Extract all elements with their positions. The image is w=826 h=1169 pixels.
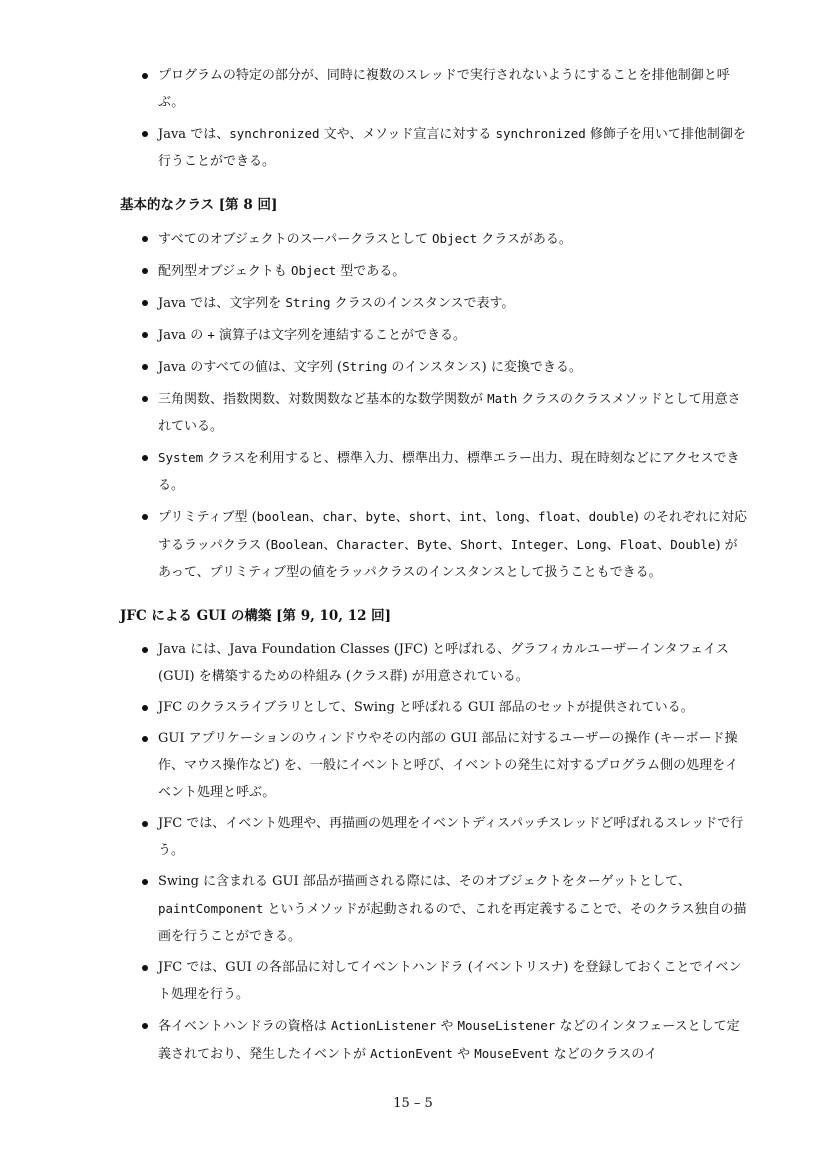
code-token: byte [365, 509, 396, 524]
code-token: int [459, 509, 482, 524]
text-segment: 、 [309, 510, 323, 525]
text-segment: 、 [404, 538, 418, 553]
text-segment: というメソッドが起動されるので、これを再定義することで、そのクラス独自の描画を行うことができる。 [158, 902, 747, 944]
text-segment: 、 [524, 510, 538, 525]
text-segment: 配列型オブジェクトも [158, 264, 291, 279]
list-item [120, 503, 750, 586]
text-segment: Java の [158, 328, 208, 343]
bullet-icon [142, 364, 148, 370]
text-segment: クラスを利用すると、標準入力、標準出力、標準エラー出力、現在時刻などにアクセスできる。 [158, 451, 740, 493]
text-segment: 、 [395, 510, 409, 525]
code-token: Object [432, 231, 478, 246]
text-segment: プリミティブ型 ( [158, 510, 257, 525]
code-token: Byte [417, 537, 448, 552]
code-token: synchronized [229, 126, 320, 141]
bullet-icon [142, 647, 148, 653]
text-segment: 、 [497, 538, 511, 553]
text-segment: 、 [447, 538, 461, 553]
bullet-icon [142, 268, 148, 274]
bullet-icon [142, 396, 148, 402]
text-segment: JFC のクラスライブラリとして、Swing と呼ばれる GUI 部品のセットが提供されている。 [158, 700, 694, 715]
code-token: Object [290, 263, 337, 278]
text-segment: 文や、メソッド宣言に対する [319, 127, 496, 142]
bullet-icon [142, 300, 148, 306]
bullet-icon [142, 131, 148, 137]
list-item [120, 385, 750, 440]
text-segment: JFC では、イベント処理や、再描画の処理をイベントディスパッチスレッドど呼ばれるスレッドで行う。 [158, 816, 744, 858]
text-segment: Java には、Java Foundation Classes (JFC) と呼ばれる、グラフィカルユーザーインタフェイス (GUI) を構築するための枠組み (クラス群) が用意されている。 [158, 642, 729, 684]
text-segment: Swing に含まれる GUI 部品が描画される際には、そのオブジェクトをターゲットとして、 [158, 874, 691, 889]
text-segment: Java では、文字列を [158, 296, 286, 311]
bullet-icon [142, 965, 148, 971]
text-segment: 、 [446, 510, 460, 525]
list-item [120, 636, 750, 690]
bullet-icon [142, 1023, 148, 1029]
code-token: char [322, 509, 353, 524]
text-segment: ) のそれぞれに対応するラッパクラス ( [158, 510, 748, 553]
code-token: short [408, 509, 447, 524]
list-item [120, 257, 750, 285]
list-item [120, 810, 750, 864]
bullet-list [120, 62, 750, 175]
bullet-list [120, 225, 750, 586]
code-token: Short [460, 537, 498, 552]
text-segment: GUI アプリケーションのウィンドウやその内部の GUI 部品に対するユーザーの操作 (キーボード操作、マウス操作など) を、一般にイベントと呼び、イベントの発生に対するプログラム側の処理をイベント処理と呼ぶ。 [158, 731, 739, 800]
text-segment: Java のすべての値は、文字列 ( [158, 360, 343, 375]
text-segment: 、 [481, 510, 495, 525]
list-item [120, 289, 750, 317]
text-segment: Java では、 [158, 127, 230, 142]
code-token: + [207, 327, 215, 342]
text-segment: JFC では、GUI の各部品に対してイベントハンドラ (イベントリスナ) を登録しておくことでイベント処理を行う。 [158, 960, 742, 1002]
bullet-icon [142, 514, 148, 520]
code-token: Float [619, 537, 658, 552]
code-token: float [537, 509, 576, 524]
text-segment: ) があって、プリミティブ型の値をラッパクラスのインスタンスとして扱うこともできる。 [158, 538, 738, 580]
bullet-icon [142, 821, 148, 827]
text-segment: 、 [657, 538, 671, 553]
text-segment: 各イベントハンドラの資格は [158, 1019, 331, 1034]
bullet-list [120, 636, 750, 1068]
text-segment: クラスのインスタンスで表す。 [330, 296, 515, 311]
code-token: MouseListener [457, 1018, 556, 1033]
list-item [120, 444, 750, 499]
code-token: Math [487, 391, 518, 406]
text-segment: クラスがある。 [477, 232, 572, 247]
bullet-icon [142, 73, 148, 79]
list-item [120, 321, 750, 349]
code-token: Boolean [270, 537, 324, 552]
text-segment: 修飾子を用いて排他制御を行うことができる。 [158, 127, 746, 169]
text-segment: プログラムの特定の部分が、同時に複数のスレッドで実行されないようにすることを排他制御と呼ぶ。 [158, 68, 730, 110]
bullet-icon [142, 705, 148, 711]
page-number: 15 – 5 [393, 1096, 433, 1111]
section-heading: JFC による GUI の構築 [第 9, 10, 12 回] [120, 608, 392, 624]
list-item [120, 725, 750, 806]
text-segment: 、 [606, 538, 620, 553]
text-segment: 演算子は文字列を連結することができる。 [214, 328, 466, 343]
text-segment: や [436, 1019, 458, 1034]
text-segment: 三角関数、指数関数、対数関数など基本的な数学関数が [158, 392, 488, 407]
list-item [120, 120, 750, 175]
code-token: ActionListener [330, 1018, 437, 1033]
code-token: synchronized [495, 126, 586, 141]
code-token: Long [576, 537, 607, 552]
bullet-icon [142, 332, 148, 338]
list-item [120, 225, 750, 253]
list-item [120, 694, 750, 721]
text-segment: 、 [352, 510, 366, 525]
code-token: double [588, 509, 634, 524]
text-segment: クラスのクラスメソッドとして用意されている。 [158, 392, 741, 434]
code-token: System [158, 450, 204, 465]
text-segment: のインスタンス) に変換できる。 [387, 360, 582, 375]
list-item [120, 1012, 750, 1068]
list-item [120, 353, 750, 381]
text-segment: などのクラスのイ [549, 1047, 658, 1062]
code-token: String [285, 295, 331, 310]
bullet-icon [142, 736, 148, 742]
text-segment: 、 [563, 538, 577, 553]
code-token: Integer [510, 537, 564, 552]
section-heading: 基本的なクラス [第 8 回] [120, 197, 278, 213]
code-token: Double [670, 537, 716, 552]
text-segment: などのインタフェースとして定義されており、発生したイベントが [158, 1019, 740, 1062]
code-token: boolean [256, 509, 310, 524]
code-token: ActionEvent [370, 1046, 453, 1061]
text-segment: 、 [323, 538, 337, 553]
list-item [120, 954, 750, 1008]
bullet-icon [142, 879, 148, 885]
list-item [120, 62, 750, 116]
code-token: paintComponent [158, 901, 264, 916]
text-segment: すべてのオブジェクトのスーパークラスとして [158, 232, 433, 247]
code-token: long [494, 509, 525, 524]
bullet-icon [142, 455, 148, 461]
text-segment: 、 [575, 510, 589, 525]
bullet-icon [142, 236, 148, 242]
code-token: MouseEvent [474, 1046, 550, 1061]
code-token: String [342, 359, 388, 374]
list-item [120, 868, 750, 950]
text-segment: や [452, 1047, 475, 1062]
document-body [120, 62, 750, 1072]
text-segment: 型である。 [336, 264, 406, 279]
code-token: Character [336, 537, 404, 552]
